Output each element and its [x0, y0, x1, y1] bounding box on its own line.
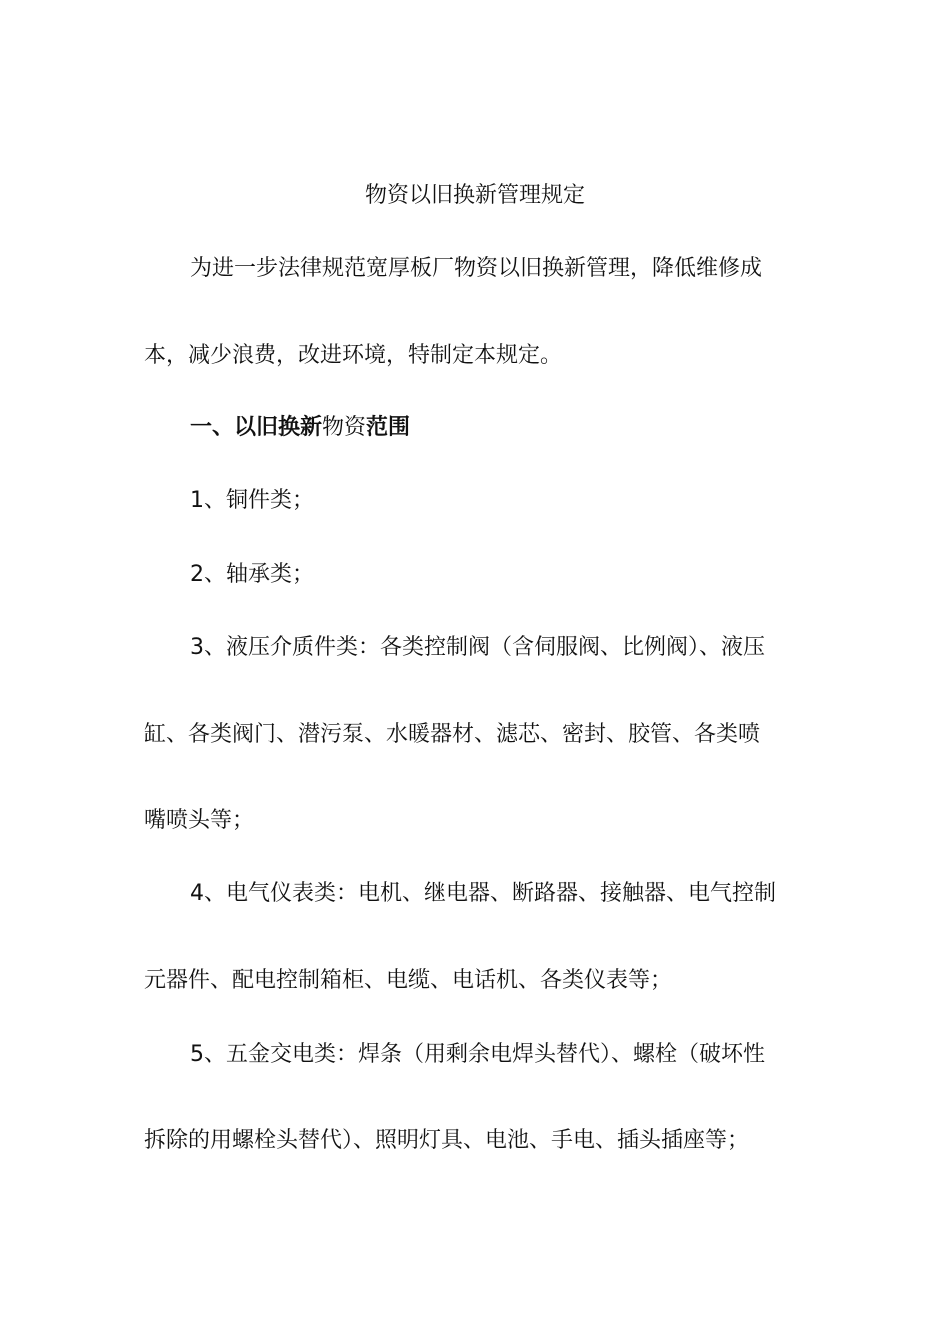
section-heading — [190, 413, 410, 443]
section-heading-part: 一、以旧换新 — [190, 415, 323, 440]
section-heading-part: 物资 — [322, 415, 367, 440]
list-item-line: 元器件、配电控制箱柜、电缆、电话机、各类仪表等； — [144, 968, 673, 993]
list-item-line: 缸、各类阀门、潜污泵、水暖器材、滤芯、密封、胶管、各类喷 — [144, 722, 761, 747]
document-title: 物资以旧换新管理规定 — [364, 183, 585, 208]
intro-paragraph-line: 本，减少浪费，改进环境，特制定本规定。 — [144, 343, 563, 368]
list-item-line: 拆除的用螺栓头替代）、照明灯具、电池、手电、插头插座等； — [144, 1128, 750, 1153]
section-heading-part: 范围 — [366, 415, 411, 440]
list-item-line: 5、五金交电类：焊条（用剩余电焊头替代）、螺栓（破坏性 — [190, 1042, 765, 1067]
list-item-line: 嘴喷头等； — [144, 808, 255, 833]
list-item-line: 2、轴承类； — [190, 562, 314, 587]
list-item-line: 3、液压介质件类：各类控制阀（含伺服阀、比例阀）、液压 — [190, 635, 765, 660]
list-item-line: 1、铜件类； — [190, 488, 314, 513]
list-item-line: 4、电气仪表类：电机、继电器、断路器、接触器、电气控制 — [190, 881, 776, 906]
intro-paragraph-line: 为进一步法律规范宽厚板厂物资以旧换新管理，降低维修成 — [190, 256, 763, 281]
